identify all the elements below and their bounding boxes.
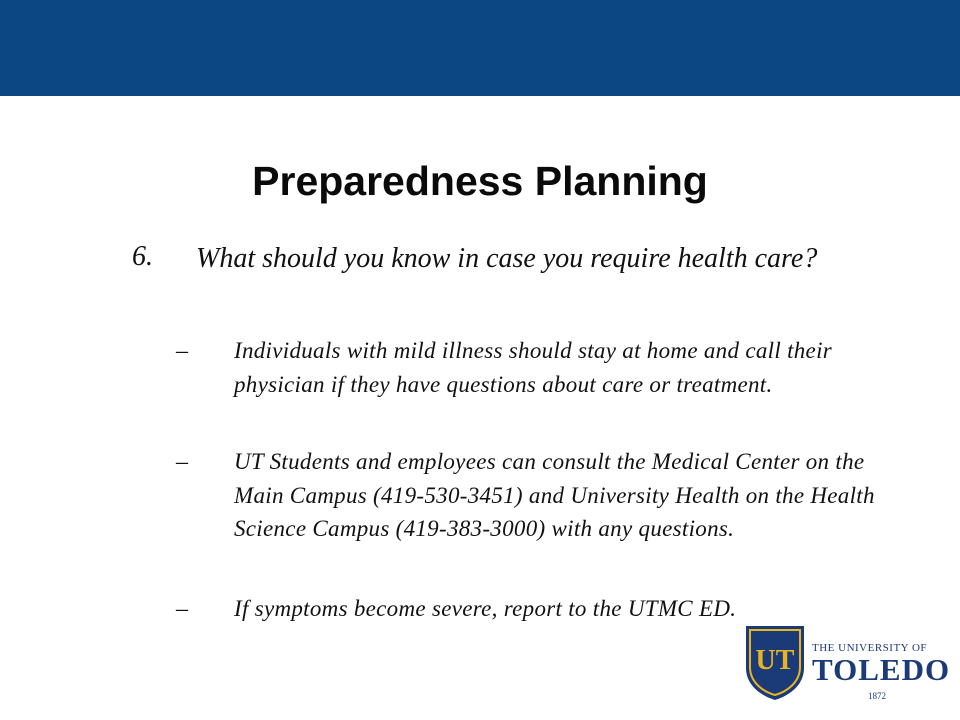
bullet-text-mild-illness: Individuals with mild illness should stay at home and call their physician if they have questions about care or treatment. <box>234 338 833 397</box>
bullet-text-severe: If symptoms become severe, report to the UTMC ED. <box>234 596 737 621</box>
slide-title: Preparedness Planning <box>252 158 708 204</box>
question-number: 6. <box>132 241 153 272</box>
logo-line2: TOLEDO <box>812 652 951 687</box>
bullet-marker: – <box>176 338 188 364</box>
shield-icon <box>744 624 806 702</box>
question-text: What should you know in case you require health care? <box>196 243 818 274</box>
bullet-marker: – <box>176 596 188 622</box>
logo-line1: THE UNIVERSITY OF <box>812 642 928 654</box>
top-banner <box>0 0 960 96</box>
shield-letters: UT <box>755 645 795 676</box>
bullet-marker: – <box>176 449 188 475</box>
bullet-text-consult: UT Students and employees can consult the Medical Center on the Main Campus (419-530-3451) and University Health on the Health Science Campus (419-383-3000) with any questions. <box>234 449 875 541</box>
logo-year: 1872 <box>868 691 886 701</box>
university-logo <box>744 624 806 707</box>
